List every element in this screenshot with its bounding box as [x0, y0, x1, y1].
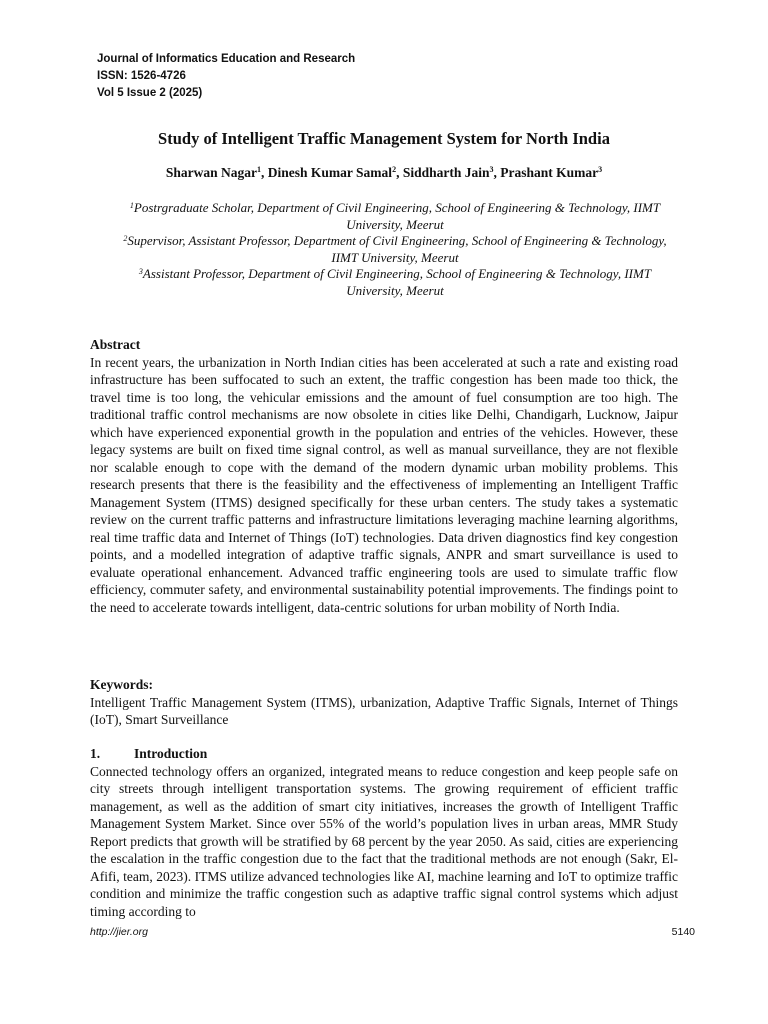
- author-separator: ,: [261, 165, 268, 180]
- author-affiliation-mark: 1: [257, 165, 262, 174]
- journal-name: Journal of Informatics Education and Research: [97, 53, 356, 65]
- abstract-heading: Abstract: [90, 337, 141, 352]
- keywords-heading: Keywords:: [90, 677, 153, 692]
- keywords-text: Intelligent Traffic Management System (ITMS), urbanization, Adaptive Traffic Signals, Internet of Things (IoT), Smart Surveillance: [90, 694, 678, 727]
- affiliation: [110, 200, 680, 233]
- affiliation-mark: 3: [138, 267, 143, 276]
- journal-issn: ISSN: 1526-4726: [97, 70, 186, 82]
- author-name: Dinesh Kumar Samal: [267, 165, 393, 180]
- affiliation-text: Postrgraduate Scholar, Department of Civil Engineering, School of Engineering & Technology, IIMT University, Meerut: [133, 200, 661, 232]
- author-affiliation-mark: 3: [598, 165, 603, 174]
- affiliation-mark: 1: [129, 201, 134, 210]
- author-separator: ,: [493, 165, 501, 180]
- footer-url: http://jier.org: [90, 926, 148, 938]
- author-separator: ,: [396, 165, 403, 180]
- paper-title: Study of Intelligent Traffic Management System for North India: [158, 129, 610, 148]
- journal-header: [97, 51, 355, 102]
- affiliation-text: Supervisor, Assistant Professor, Department of Civil Engineering, School of Engineering & Technology, IIMT University, Meerut: [127, 233, 667, 265]
- abstract-section: [90, 336, 678, 616]
- affiliation-text: Assistant Professor, Department of Civil Engineering, School of Engineering & Technology, IIMT University, Meerut: [142, 266, 652, 298]
- author-affiliation-mark: 3: [489, 165, 494, 174]
- section-title: Introduction: [134, 746, 208, 761]
- introduction-text: Connected technology offers an organized, integrated means to reduce congestion and keep people safe on city streets through intelligent transportation systems. The growing requirement of efficient traffic management, as well as the addition of smart city initiatives, increases the growth of Intelligent Traffic Management System Market. Since over 55% of the world’s population lives in urban areas, MMR Study Report predicts that growth will be stratified by 68 percent by the year 2050. As said, cities are experiencing the escalation in the traffic congestion due to the fact that the traditional methods are not enough (Sakr, El-Afifi, team, 2023). ITMS utilize advanced technologies like AI, machine learning and IoT to optimize traffic condition and minimize the traffic congestion such as adaptive traffic signal control systems which adjust timing according to: [90, 763, 678, 919]
- affiliation: [110, 266, 680, 299]
- affiliation: [110, 233, 680, 266]
- author-list: [0, 165, 768, 181]
- abstract-text: In recent years, the urbanization in North Indian cities has been accelerated at such a rate and existing road infrastructure has been suffocated to such an extent, the traffic congestion has been made too thick, the travel time is too long, the vehicular emissions and the amount of fuel consumption are too high. The traditional traffic control mechanisms are now obsolete in cities like Delhi, Chandigarh, Lucknow, Jaipur which have experienced exponential growth in the population and entries of the vehicles. However, these legacy systems are built on fixed time signal control, as well as manual surveillance, they are not flexible nor scalable enough to cope with the demand of the modern dynamic urban mobility problems. This research presents that there is the feasibility and the effectiveness of implementing an Intelligent Traffic Management System (ITMS) designed specifically for these urban centers. The study takes a systematic review on the current traffic patterns and infrastructure limitations leveraging machine learning algorithms, real time traffic data and Internet of Things (IoT) technologies. Data driven diagnostics find key congestion points, and a modelled integration of adaptive traffic signals, ANPR and smart surveillance is used to evaluate operational enhancement. Advanced traffic engineering tools are used to simulate traffic flow efficiency, commuter safety, and environmental sustainability potential improvements. The findings point to the need to accelerate towards intelligent, data-centric solutions for urban mobility of North India.: [90, 354, 678, 615]
- keywords-section: [90, 676, 678, 729]
- introduction-section: [90, 745, 678, 920]
- page-number: 5140: [671, 926, 695, 938]
- author-name: Siddharth Jain: [402, 165, 490, 180]
- author-affiliation-mark: 2: [392, 165, 397, 174]
- introduction-heading: [90, 745, 678, 763]
- author-name: Prashant Kumar: [500, 165, 599, 180]
- journal-volume: Vol 5 Issue 2 (2025): [97, 87, 203, 99]
- section-number: 1.: [90, 746, 101, 761]
- affiliation-mark: 2: [123, 234, 128, 243]
- affiliation-list: [110, 200, 680, 299]
- author-name: Sharwan Nagar: [165, 165, 258, 180]
